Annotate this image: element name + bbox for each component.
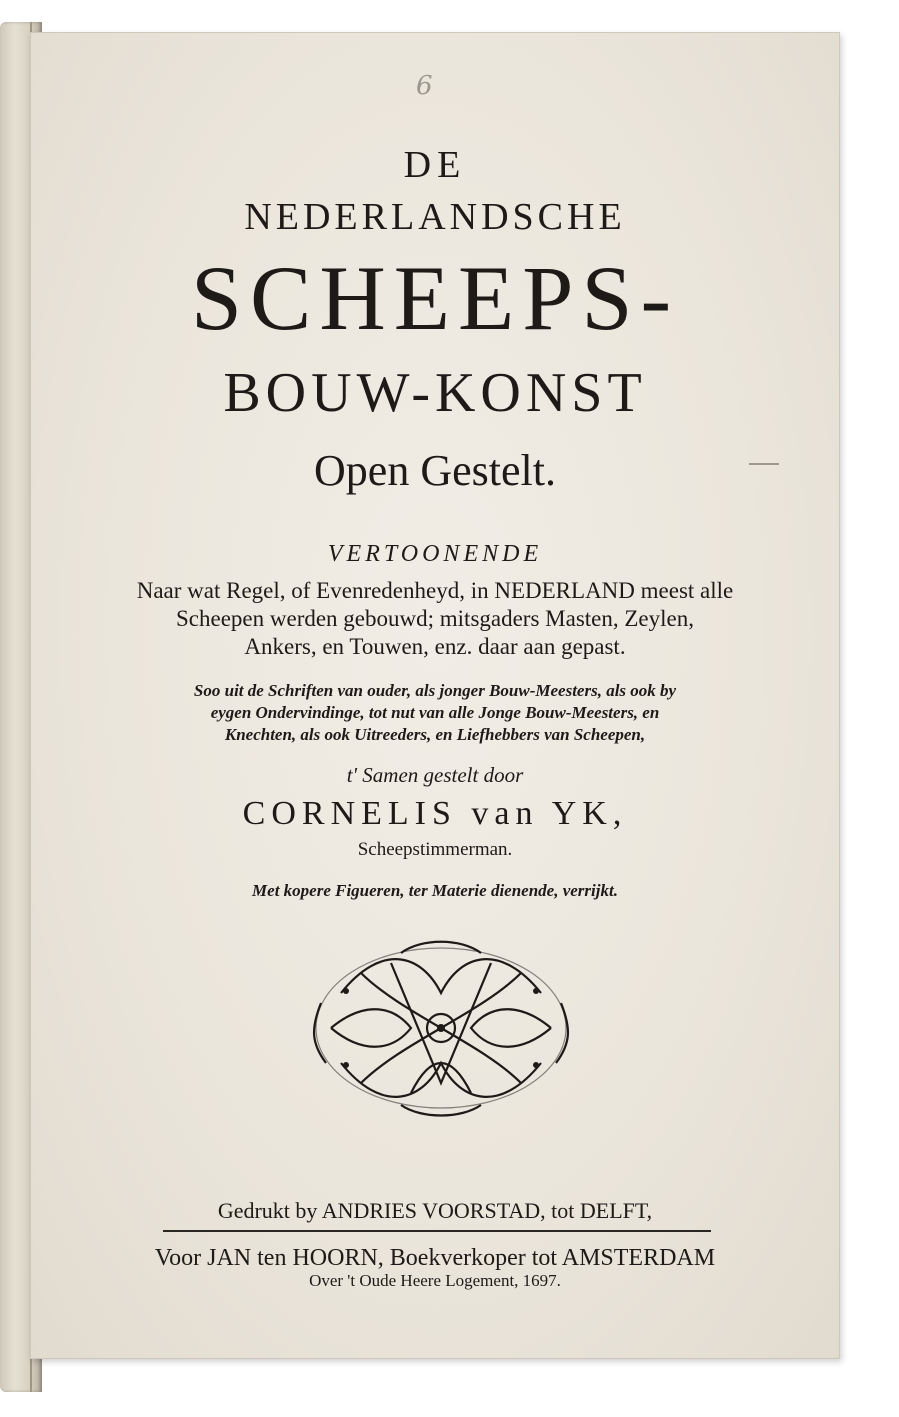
paper-mark [749,463,779,465]
compiled-by: t' Samen gestelt door [346,763,524,787]
sources-line: Knechten, als ook Uitreeders, en Liefhebbers van Scheepen, [224,725,646,744]
title-line-scheeps: SCHEEPS- [190,247,680,349]
subtitle-line: Scheepen werden gebouwd; mitsgaders Masten, Zeylen, [176,606,694,631]
publisher-line: Voor JAN ten HOORN, Boekverkoper tot AMSTERDAM [154,1245,716,1271]
subtitle-heading: VERTOONENDE [327,541,543,567]
sources-line: Soo uit de Schriften van ouder, als jonger Bouw-Meesters, als ook by [193,681,677,700]
illustrations-note: Met kopere Figueren, ter Materie dienende, verrijkt. [252,881,618,900]
subtitle-line: Naar wat Regel, of Evenredenheyd, in NEDERLAND meest alle [136,578,734,603]
title-line-bouw-konst: BOUW-KONST [223,362,647,424]
title-line-open-gestelt: Open Gestelt. [314,446,556,495]
sources-line: eygen Ondervindinge, tot nut van alle Jonge Bouw-Meesters, en [210,703,660,722]
subtitle-line: Ankers, en Touwen, enz. daar aan gepast. [244,634,626,659]
author-role: Scheepstimmerman. [357,839,513,860]
title-line-de: DE [403,144,467,186]
title-page [30,32,840,1359]
title-line-nederlandsche: NEDERLANDSCHE [244,196,626,238]
pencil-annotation: 6 [416,71,433,101]
monogram-ornament [301,933,581,1123]
address-line: Over 't Oude Heere Logement, 1697. [309,1271,561,1290]
printer-line: Gedrukt by ANDRIES VOORSTAD, tot DELFT, [217,1198,653,1223]
author-name: CORNELIS van YK, [242,795,628,832]
imprint-rule [163,1230,711,1232]
